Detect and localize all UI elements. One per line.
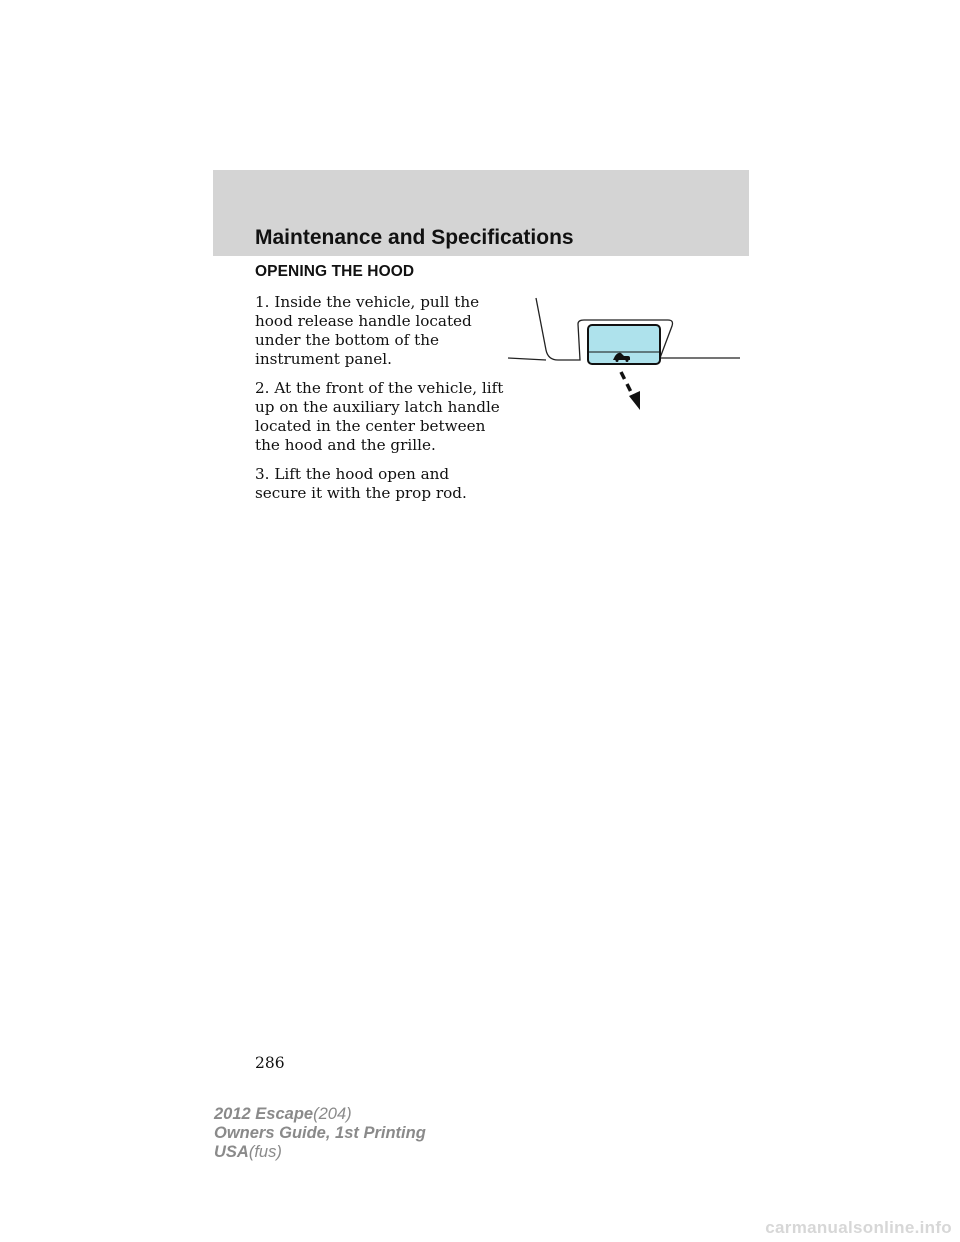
footer-edition: Owners Guide, 1st Printing <box>214 1124 426 1142</box>
footer-line-1 <box>214 1105 426 1124</box>
step-3: 3. Lift the hood open and secure it with the prop rod. <box>255 465 467 502</box>
footer-market: USA <box>214 1143 249 1161</box>
footer-line-2 <box>214 1124 426 1143</box>
footer-model: 2012 Escape <box>214 1105 314 1123</box>
arrow-down-right-icon <box>621 372 640 410</box>
instrument-panel-lower-edge <box>508 358 546 360</box>
footer-line-3 <box>214 1143 426 1162</box>
hood-release-illustration <box>500 290 750 420</box>
footer-model-code: (204) <box>313 1105 352 1123</box>
step-2: 2. At the front of the vehicle, lift up on the auxiliary latch handle located in the center between the hood and the grille. <box>255 379 504 454</box>
document-footer <box>214 1105 426 1162</box>
section-title: Maintenance and Specifications <box>255 226 574 249</box>
steps-list <box>255 293 505 513</box>
section-header-band <box>213 170 749 256</box>
step-1: 1. Inside the vehicle, pull the hood release handle located under the bottom of the instrument panel. <box>255 293 480 368</box>
section-heading: OPENING THE HOOD <box>255 263 415 280</box>
footer-market-code: (fus) <box>248 1143 282 1161</box>
page-number: 286 <box>255 1054 285 1072</box>
watermark: carmanualsonline.info <box>765 1218 952 1237</box>
